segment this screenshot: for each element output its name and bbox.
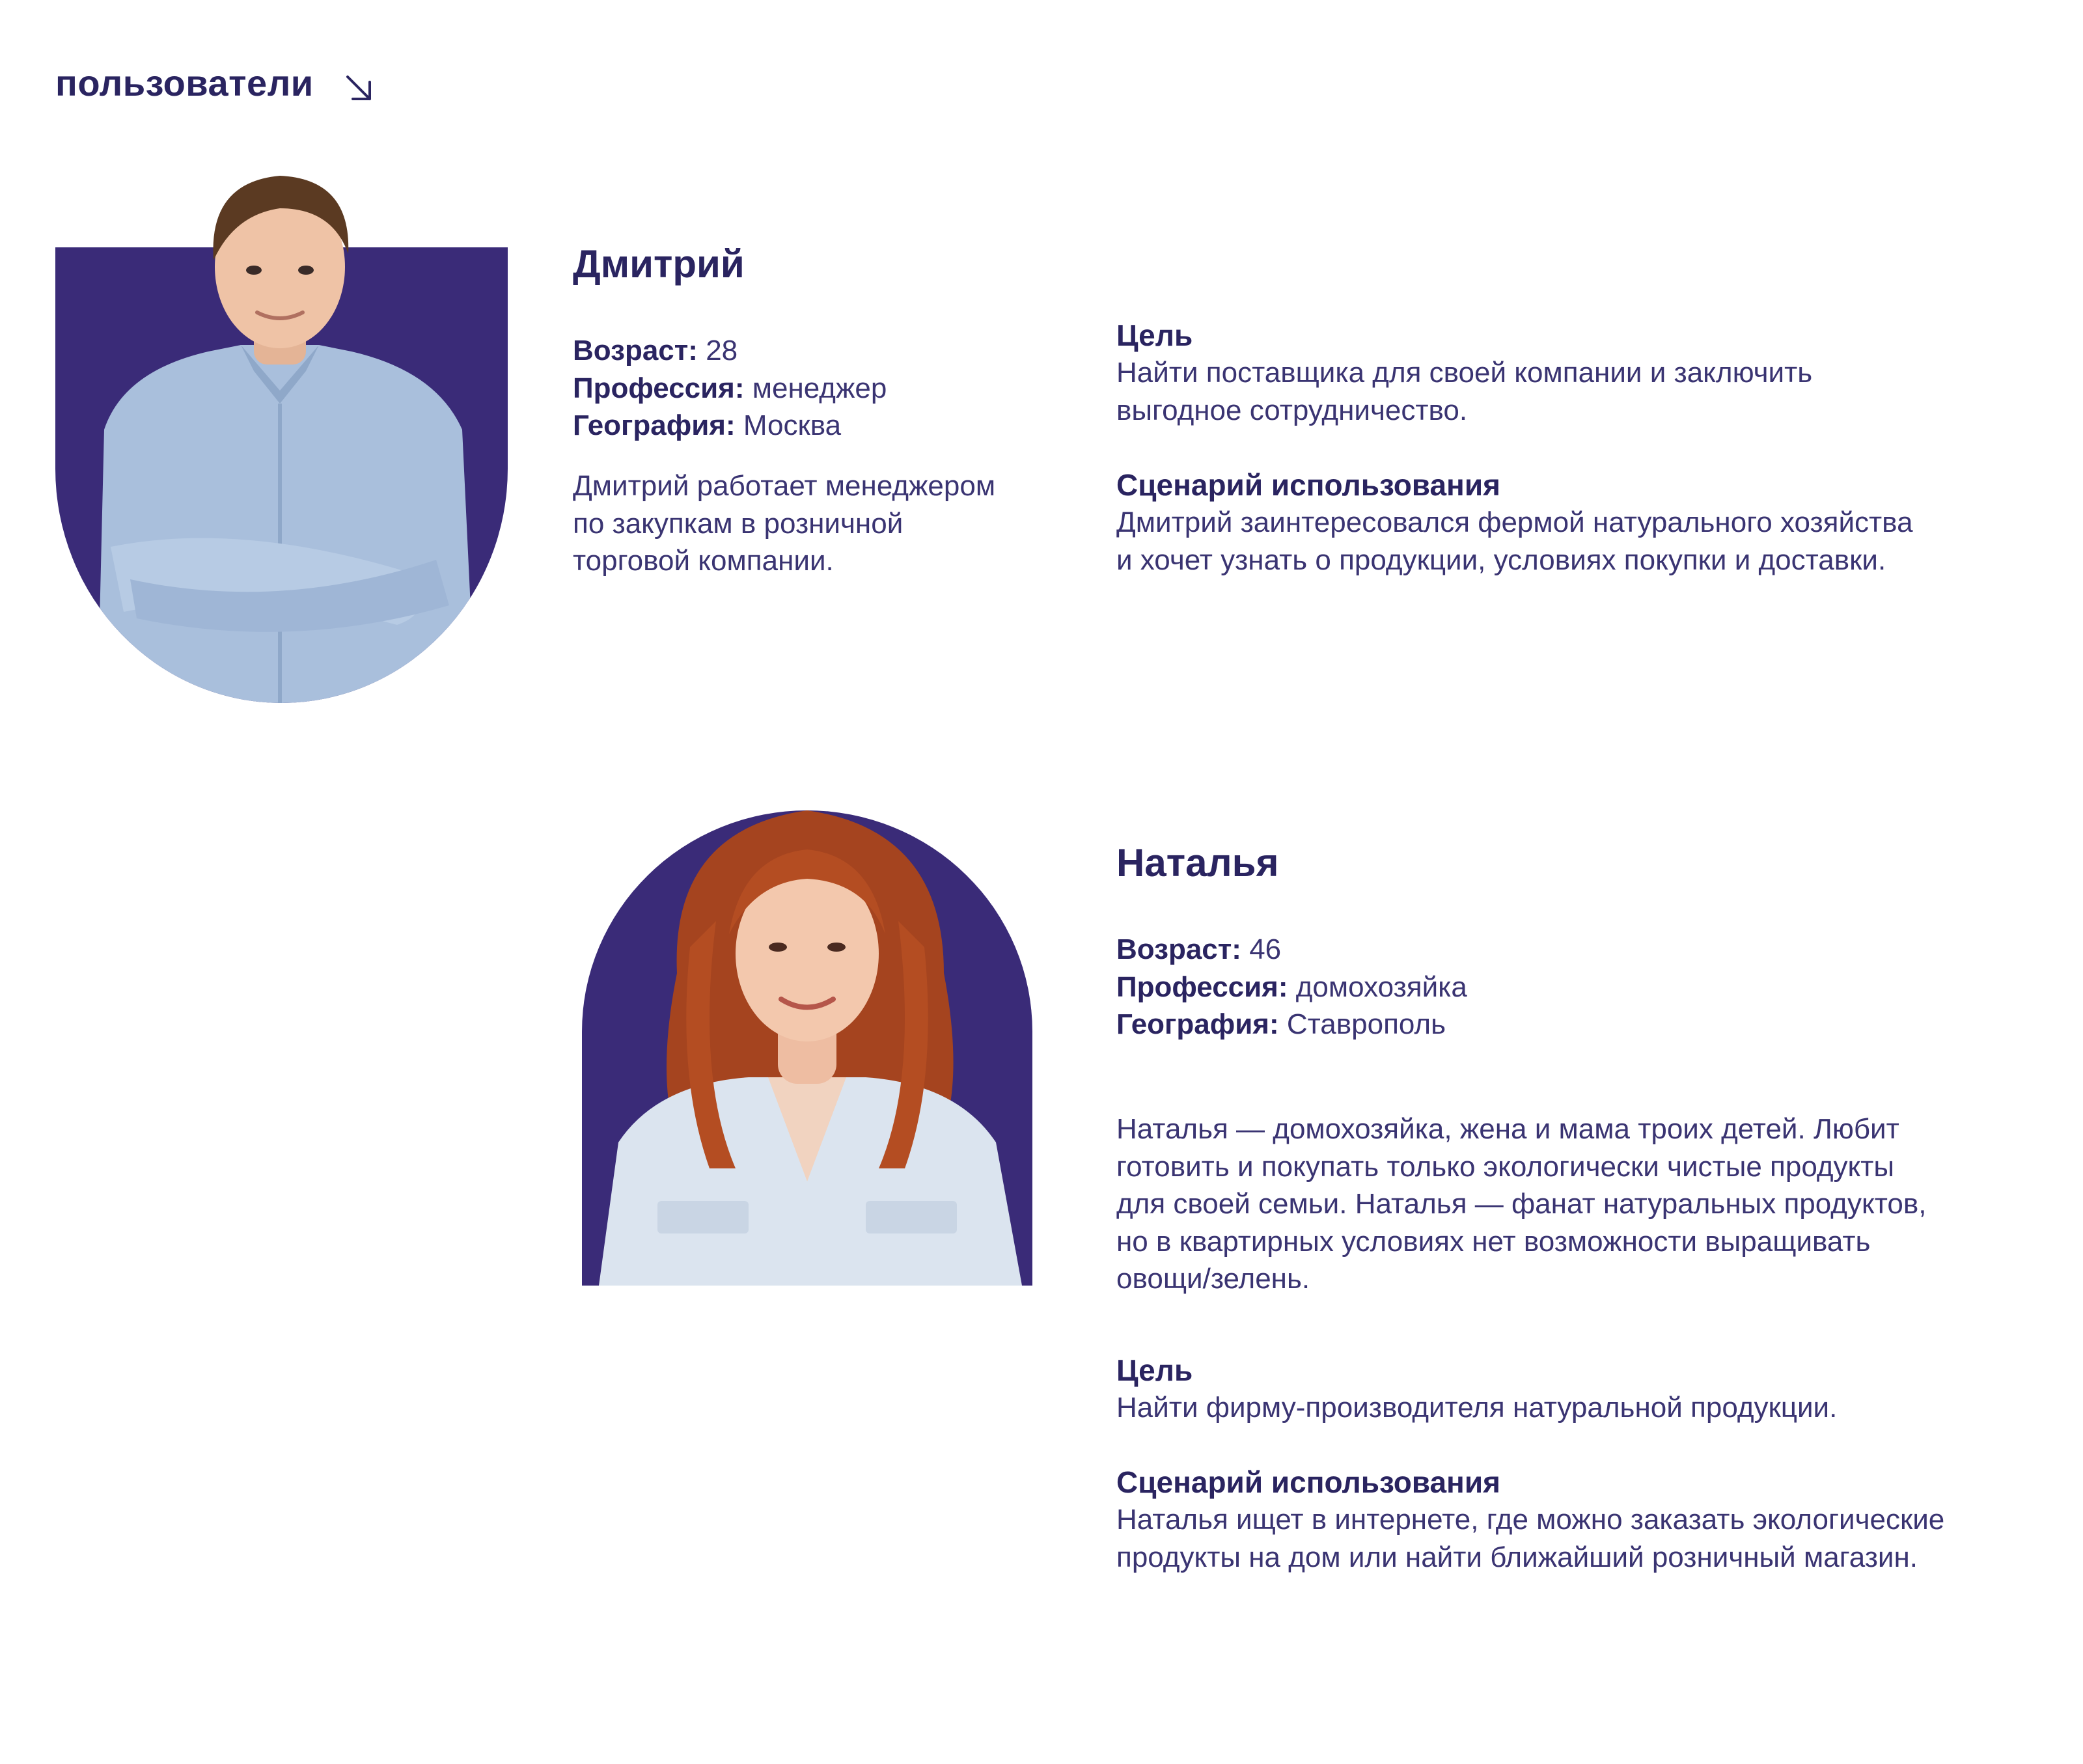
- fact-age: [1116, 931, 1467, 969]
- bio-line: овощи/зелень.: [1116, 1263, 1310, 1295]
- user-name: Наталья: [1116, 841, 1279, 885]
- goal-line: Найти фирму-производителя натуральной продукции.: [1116, 1392, 1838, 1424]
- scenario-line: Наталья ищет в интернете, где можно заказать экологические: [1116, 1504, 1945, 1536]
- fact-value: менеджер: [752, 372, 887, 404]
- scenario-heading: Сценарий использования: [1116, 468, 1500, 502]
- fact-label: Профессия:: [573, 372, 745, 404]
- fact-value: 46: [1249, 933, 1282, 965]
- user-facts: [573, 332, 887, 445]
- scenario-line: Дмитрий заинтересовался фермой натурального хозяйства: [1116, 506, 1913, 538]
- goal-line: Найти поставщика для своей компании и заключить: [1116, 357, 1813, 389]
- avatar-natalya: [579, 804, 1035, 1292]
- fact-value: 28: [706, 335, 738, 366]
- fact-profession: [1116, 969, 1467, 1006]
- bio-line: Наталья — домохозяйка, жена и мама троих детей. Любит: [1116, 1113, 1899, 1145]
- bio-line: Дмитрий работает менеджером: [573, 470, 996, 502]
- bio-line: по закупкам в розничной: [573, 507, 904, 540]
- scenario-heading: Сценарий использования: [1116, 1465, 1500, 1499]
- fact-value: Ставрополь: [1286, 1008, 1446, 1040]
- bio-line: для своей семьи. Наталья — фанат натуральных продуктов,: [1116, 1188, 1927, 1220]
- user-name: Дмитрий: [573, 242, 745, 286]
- fact-geography: [573, 407, 887, 445]
- fact-value: домохозяйка: [1295, 971, 1467, 1003]
- goal-heading: Цель: [1116, 1353, 1193, 1387]
- bio-line: но в квартирных условиях нет возможности выращивать: [1116, 1225, 1871, 1258]
- goal-text: [1116, 1389, 1837, 1427]
- fact-label: Возраст:: [573, 335, 698, 366]
- scenario-line: продукты на дом или найти ближайший розничный магазин.: [1116, 1541, 1918, 1573]
- fact-label: География:: [573, 409, 736, 441]
- fact-geography: [1116, 1006, 1467, 1043]
- user-bio: [573, 467, 995, 580]
- fact-label: Профессия:: [1116, 971, 1288, 1003]
- arrow-down-right-icon: [344, 73, 374, 103]
- bio-line: торговой компании.: [573, 545, 834, 577]
- section-title: пользователи: [55, 62, 314, 103]
- goal-heading: Цель: [1116, 318, 1193, 352]
- scenario-line: и хочет узнать о продукции, условиях покупки и доставки.: [1116, 544, 1886, 576]
- fact-age: [573, 332, 887, 370]
- user-facts: [1116, 931, 1467, 1043]
- bio-line: готовить и покупать только экологически чистые продукты: [1116, 1150, 1895, 1183]
- goal-text: [1116, 354, 1812, 429]
- fact-profession: [573, 370, 887, 407]
- user-bio: [1116, 1110, 1926, 1298]
- goal-line: выгодное сотрудничество.: [1116, 394, 1468, 426]
- fact-label: География:: [1116, 1008, 1279, 1040]
- avatar-dmitry: [46, 156, 514, 703]
- scenario-text: [1116, 504, 1913, 579]
- fact-label: Возраст:: [1116, 933, 1241, 965]
- fact-value: Москва: [743, 409, 842, 441]
- scenario-text: [1116, 1501, 1944, 1576]
